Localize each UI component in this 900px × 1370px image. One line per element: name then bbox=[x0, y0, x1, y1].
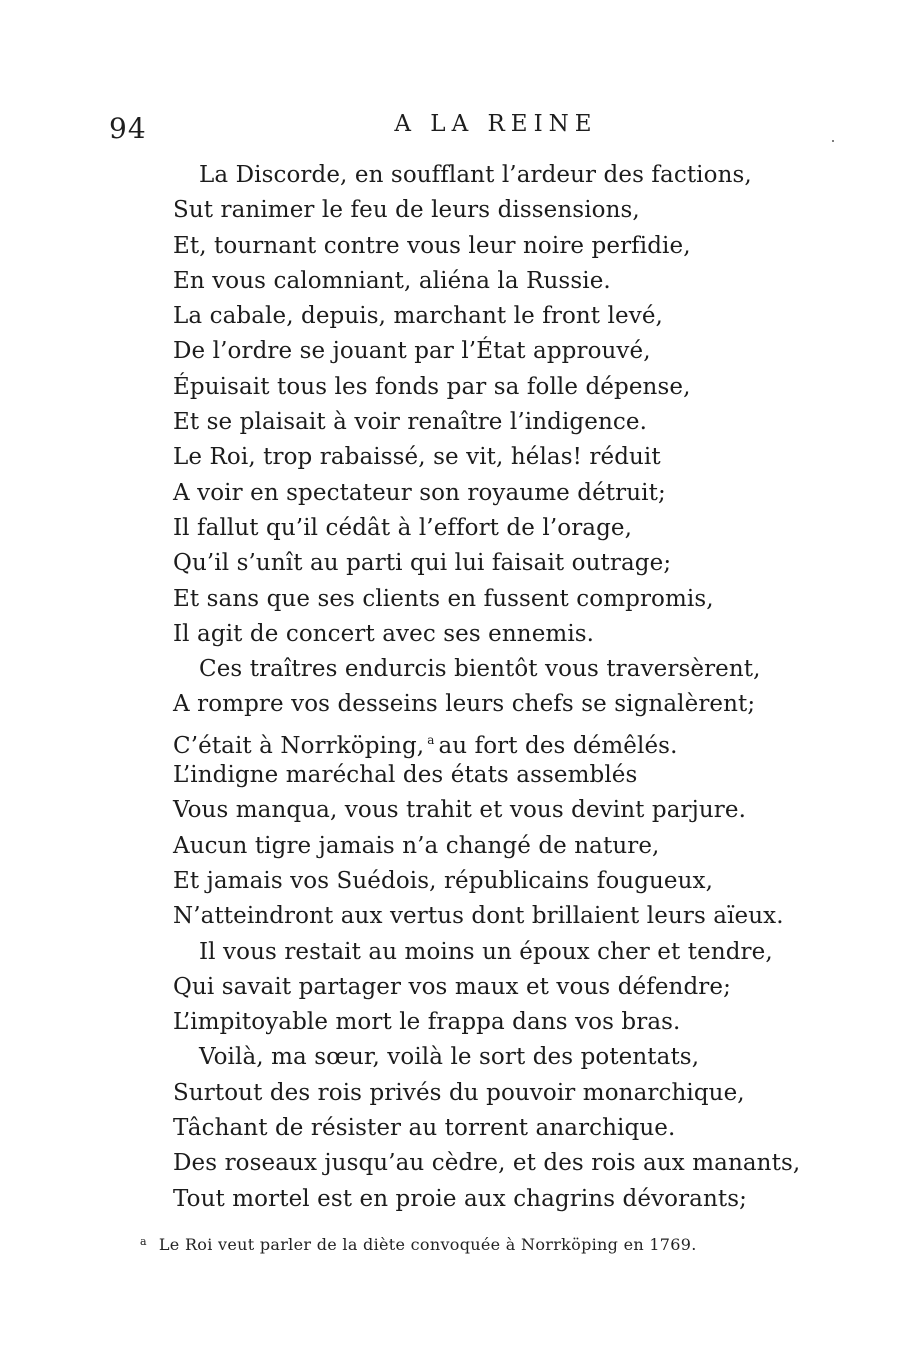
verse-line: Le Roi, trop rabaissé, se vit, hélas! réduit bbox=[173, 444, 661, 471]
verse-line: Vous manqua, vous trahit et vous devint parjure. bbox=[173, 797, 746, 824]
verse-line: L’indigne maréchal des états assemblés bbox=[173, 762, 638, 789]
verse-line: Tout mortel est en proie aux chagrins dévorants; bbox=[173, 1185, 747, 1212]
verse-line: En vous calomniant, aliéna la Russie. bbox=[173, 267, 611, 294]
verse-line: Il agit de concert avec ses ennemis. bbox=[173, 620, 595, 647]
verse-line: Et jamais vos Suédois, républicains fougueux, bbox=[173, 867, 714, 894]
footnote bbox=[140, 1235, 697, 1254]
print-speck bbox=[832, 140, 834, 142]
verse-line: A voir en spectateur son royaume détruit; bbox=[173, 479, 666, 506]
verse-line: Des roseaux jusqu’au cèdre, et des rois aux manants, bbox=[173, 1150, 801, 1177]
verse-line: Il fallut qu’il cédât à l’effort de l’orage, bbox=[173, 514, 633, 541]
poem-verses bbox=[173, 158, 813, 1217]
verse-line: L’impitoyable mort le frappa dans vos bras. bbox=[173, 1009, 681, 1036]
verse-line: Et, tournant contre vous leur noire perfidie, bbox=[173, 232, 691, 259]
verse-line: Et sans que ses clients en fussent compromis, bbox=[173, 585, 714, 612]
running-title bbox=[0, 111, 900, 137]
verse-line: A rompre vos desseins leurs chefs se signalèrent; bbox=[173, 691, 756, 718]
footnote-marker: a bbox=[140, 1235, 147, 1248]
verse-line: Ces traîtres endurcis bientôt vous traversèrent, bbox=[199, 656, 761, 683]
verse-line: Surtout des rois privés du pouvoir monarchique, bbox=[173, 1079, 745, 1106]
verse-line: De l’ordre se jouant par l’État approuvé, bbox=[173, 338, 651, 365]
verse-line-with-note bbox=[173, 723, 813, 758]
footnote-reference: a bbox=[427, 732, 435, 747]
verse-line: Et se plaisait à voir renaître l’indigence. bbox=[173, 409, 647, 436]
verse-line: Il vous restait au moins un époux cher et tendre, bbox=[199, 938, 773, 965]
footnote-text: Le Roi veut parler de la diète convoquée à Norrköping en 1769. bbox=[158, 1235, 697, 1254]
verse-text: C’était à Norrköping, bbox=[173, 732, 425, 759]
verse-text-continuation: au fort des démêlés. bbox=[438, 732, 678, 759]
verse-line: Qu’il s’unît au parti qui lui faisait outrage; bbox=[173, 550, 672, 577]
page-number: 94 bbox=[109, 112, 147, 145]
verse-line: La cabale, depuis, marchant le front levé, bbox=[173, 303, 663, 330]
verse-line: La Discorde, en soufflant l’ardeur des factions, bbox=[199, 162, 752, 188]
verse-line: Aucun tigre jamais n’a changé de nature, bbox=[173, 832, 660, 859]
verse-line: Qui savait partager vos maux et vous défendre; bbox=[173, 973, 731, 1000]
verse-line: Sut ranimer le feu de leurs dissensions, bbox=[173, 197, 640, 224]
verse-line: Tâchant de résister au torrent anarchique. bbox=[173, 1115, 676, 1142]
verse-line: N’atteindront aux vertus dont brillaient leurs aïeux. bbox=[173, 903, 784, 930]
verse-line: Voilà, ma sœur, voilà le sort des potentats, bbox=[199, 1044, 700, 1071]
running-title-text: A LA REINE bbox=[394, 111, 598, 137]
verse-line: Épuisait tous les fonds par sa folle dépense, bbox=[173, 373, 691, 400]
